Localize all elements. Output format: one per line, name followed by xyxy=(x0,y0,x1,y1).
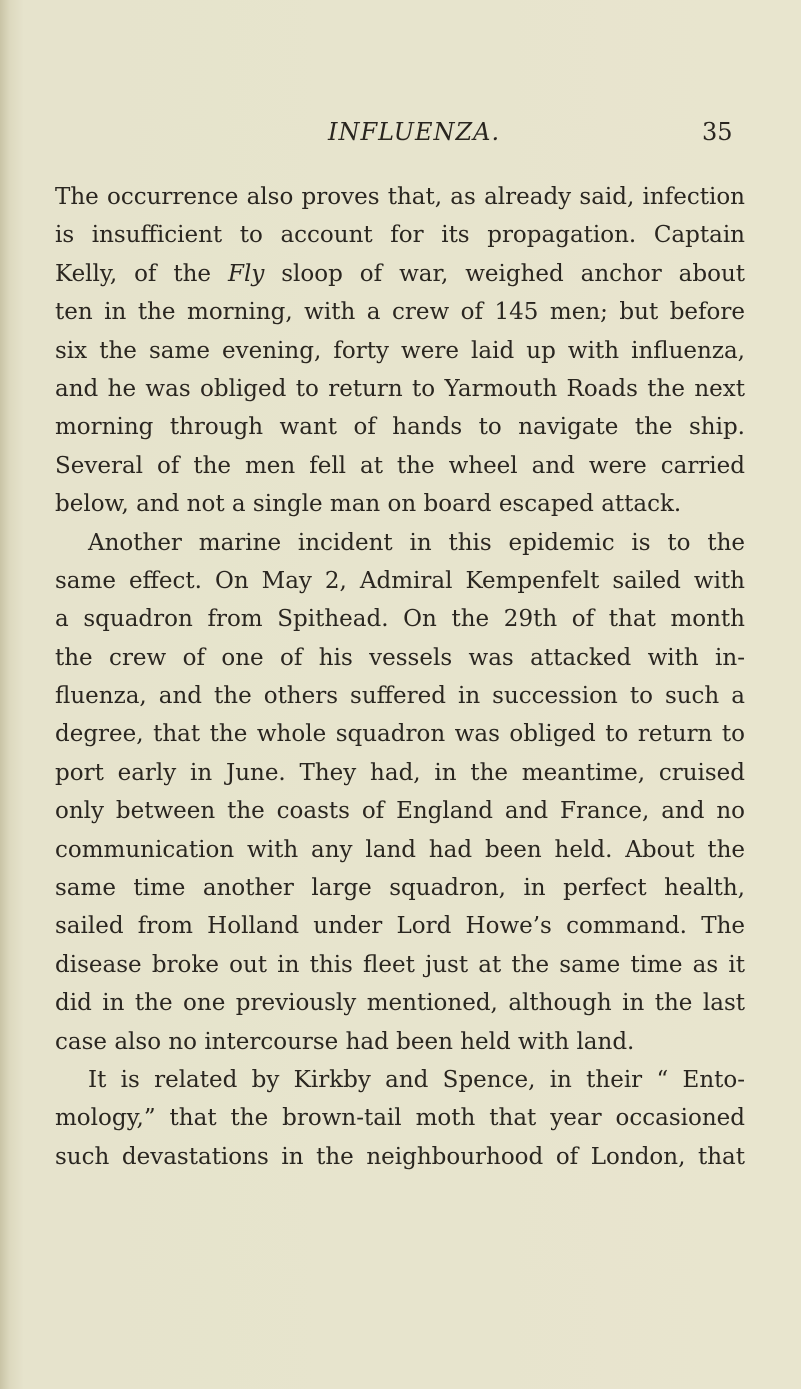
text-line: communication with any land had been held. About the xyxy=(55,836,745,863)
ship-name: Fly xyxy=(228,260,265,287)
text-line: mology,” that the brown-tail moth that year occasioned xyxy=(55,1105,745,1132)
text-line: fluenza, and the others suffered in succession to such a xyxy=(55,683,745,710)
text-line: the crew of one of his vessels was attacked with in- xyxy=(55,644,745,671)
text-line: ten in the morning, with a crew of 145 men; but before xyxy=(55,299,745,326)
page-number: 35 xyxy=(702,118,733,146)
text-line: Several of the men fell at the wheel and were carried xyxy=(55,452,745,479)
text-line: same effect. On May 2, Admiral Kempenfelt sailed with xyxy=(55,567,745,594)
text-line: The occurrence also proves that, as already said, infection xyxy=(55,184,745,210)
text-line: port early in June. They had, in the meantime, cruised xyxy=(55,759,745,786)
running-title: INFLUENZA. xyxy=(328,118,501,146)
page-header xyxy=(0,118,801,162)
text-line: such devastations in the neighbourhood of London, that xyxy=(55,1143,745,1170)
text-line: below, and not a single man on board escaped attack. xyxy=(55,491,682,518)
text-line: same time another large squadron, in perfect health, xyxy=(55,875,745,902)
text-line: a squadron from Spithead. On the 29th of that month xyxy=(55,606,745,633)
text-line: only between the coasts of England and France, and no xyxy=(55,798,745,825)
text-line: It is related by Kirkby and Spence, in their “ Ento- xyxy=(88,1066,745,1093)
text-line: disease broke out in this fleet just at the same time as it xyxy=(55,951,745,978)
text-line: Kelly, of the Fly sloop of war, weighed anchor about xyxy=(55,260,745,287)
text-line: six the same evening, forty were laid up with influenza, xyxy=(55,337,745,364)
text-line: degree, that the whole squadron was obliged to return to xyxy=(55,721,745,748)
text-line: case also no intercourse had been held with land. xyxy=(55,1028,635,1055)
text-line: is insufficient to account for its propagation. Captain xyxy=(55,222,745,249)
text-line: sailed from Holland under Lord Howe’s command. The xyxy=(55,913,745,940)
text-line: morning through want of hands to navigate the ship. xyxy=(55,414,745,441)
text-line: Another marine incident in this epidemic is to the xyxy=(88,529,745,556)
body-text xyxy=(55,178,745,1176)
text-line: did in the one previously mentioned, although in the last xyxy=(55,990,745,1017)
text-line: and he was obliged to return to Yarmouth Roads the next xyxy=(55,375,745,402)
